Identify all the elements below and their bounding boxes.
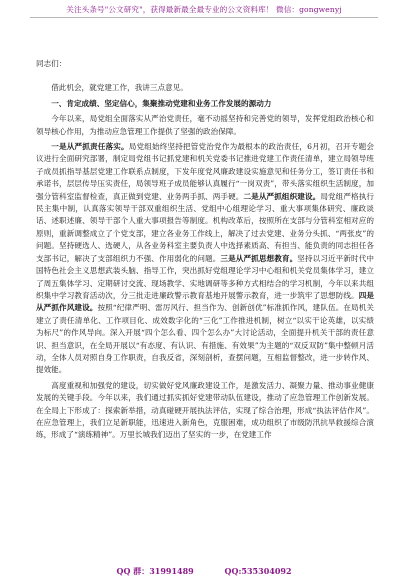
contact-footer	[0, 566, 408, 577]
promo-text: 关注头条号"公文研究"，获得最新最全最专业的公文资料库！ 微信：gongwenyj	[66, 5, 342, 14]
point-4-label: 四是从严抓作风建设。	[36, 290, 374, 313]
document-body	[36, 58, 374, 442]
footer-qq-number: QQ:535304092	[224, 566, 292, 576]
point-3-text: 坚持以习近平新时代中国特色社会主义思想武装头脑、指导工作，突出抓好党组理论学习中心组和机关党员集体学习，建立了周五集体学习、定期研讨交流、现场教学、实地调研等多种方式相结合的学习机制，今年以来共组织集中学习教育活动次，分三批走进廉政警示教育基地开展警示教育，进一步筑牢了思想防线。	[36, 253, 375, 300]
paragraph-1: 今年以来，局党组全面落实从严治党责任，毫不动摇坚持和完善党的领导，发挥党组政治核心和领导核心作用，为推动应急管理工作提供了坚强的政治保障。	[36, 114, 374, 136]
point-2-label: 二是从严抓组织建设。	[243, 191, 321, 201]
footer-qq-group: QQ 群：31991489	[116, 566, 194, 576]
intro-paragraph: 借此机会，就党建工作，我讲三点意见。	[51, 83, 188, 93]
section-heading: 一、肯定成绩、坚定信心，集聚推动党建和业务工作发展的源动力	[51, 98, 272, 108]
header-divider	[30, 17, 378, 18]
point-1-text: 局党组始终坚持把管党治党作为最根本的政治责任，6月初，召开专题会议进行全面研究部署，制定局党组书记抓党建和机关党委书记推进党建工作责任清单，建立局领导班子成员抓指导基层党建工作联系点制度，下发年度党风廉政建设实施意见和任务分工，签订责任书和承诺书，层层传导压实责任，局领导班子成员能够认真履行“一岗双责”，带头落实组织生活制度，加强分管科室监督检查，真正做到党建、业务两手抓、两手硬。	[36, 142, 375, 201]
promo-header	[0, 0, 408, 20]
point-3-label: 三是从严抓思想教育。	[220, 253, 298, 263]
salutation: 同志们：	[36, 59, 67, 68]
paragraph-3: 高度重视和加强党的建设，切实做好党风廉政建设工作，是激发活力、凝聚力量、推动事业健康发展的关键手段。今年以来，我们通过抓实抓好党建带动队伍建设，推动了应急管理工作创新发展。在全局上下形成了：探索新举措，动真碰硬开展执法评估，实现了综合治理，形成“执法评估作风”。在应急管理上，我们立足新职能，迅速进入新角色，克服困难，成功组织了市级防汛抗旱救援综合演练，形成了“演练精神”。万里长城我们迈出了坚实的一步，在党建工作	[36, 380, 374, 440]
paragraph-2	[36, 141, 374, 377]
point-4-text: 按照“纪律严明、雷厉风行、担当作为、创新创优”标准抓作风，建队伍。在局机关建立了责任清单化、工作项目化、成效数字化的“三化”工作推进机制，树立“以实干论英雄，以实绩为标尺”的作风导向。深入开展“四个怎么看、四个怎么办”大讨论活动，全面提升机关干部的责任意识、担当意识，在全局开展以“有态度、有认识、有措施、有效果”为主题的“双反双防”集中整顿月活动，全体人员对照自身工作职责，自我反省，深刻剖析，查摆问题，互相监督整改，进一步转作风、提效能。	[36, 303, 375, 375]
point-2-text: 局党组严格执行民主集中制，认真落实领导干部双重组织生活、党组中心组理论学习、重大事项集体研究、廉政谈话、述职述廉、领导干部个人重大事项报告等制度。机构改革后，按照所在支部与分管科室相对应的原则，重新调整成立了个党支部，建立各业务工作线上，解决了过去党建、业务分头抓、“两张皮”的问题。坚持硬选人、选硬人，从各业务科室主要负责人中选择素质高、有担当、能负责的同志担任各支部书记，解决了支部组织力不强、作用弱化的问题。	[36, 191, 375, 263]
point-1-label: 一是从严抓责任落实。	[51, 142, 129, 152]
